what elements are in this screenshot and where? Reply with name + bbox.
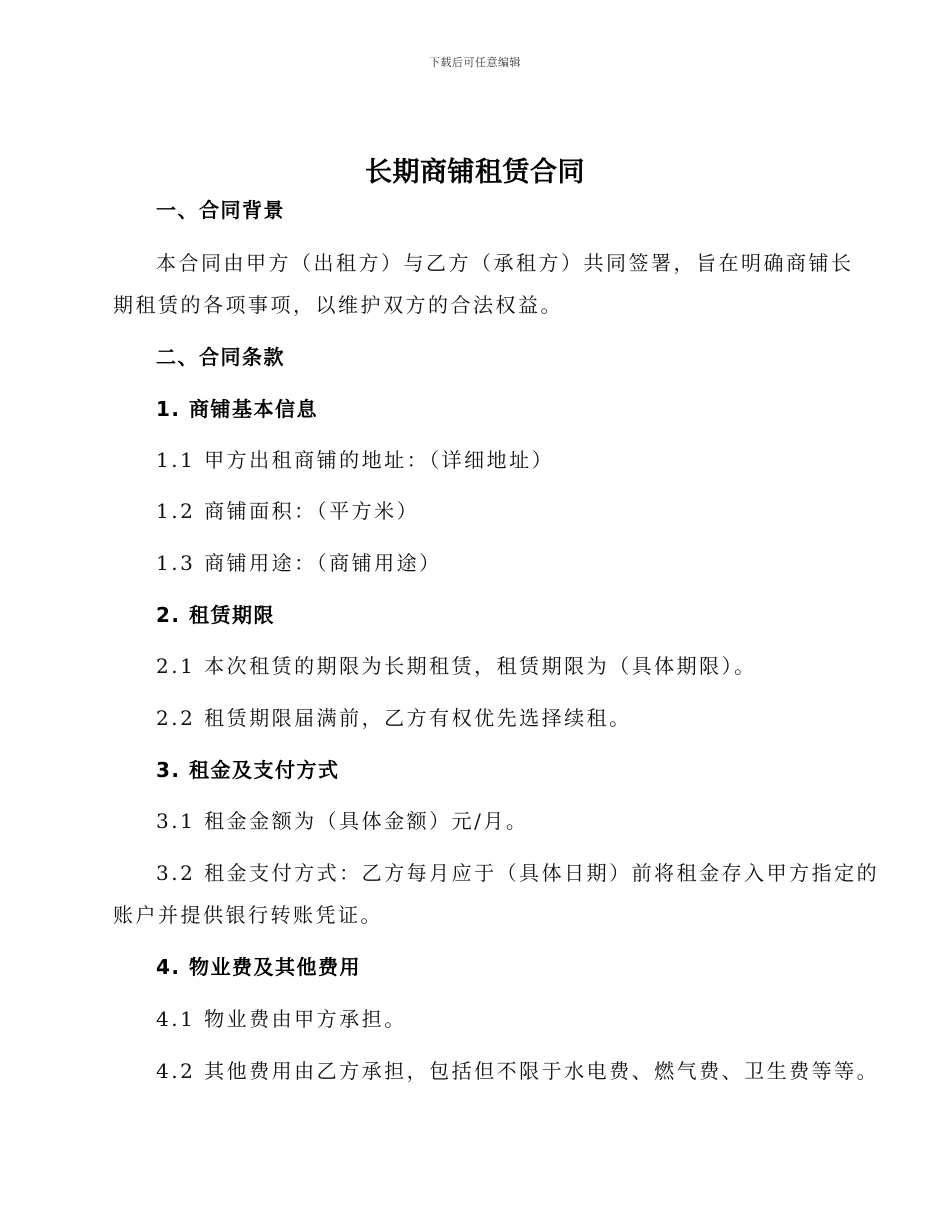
clause-item-1-1: 1.1 甲方出租商铺的地址：（详细地址） bbox=[156, 448, 555, 472]
clause-item-3-2-line-1: 3.2 租金支付方式：乙方每月应于（具体日期）前将租金存入甲方指定的 bbox=[156, 861, 880, 885]
clause-item-1-3: 1.3 商铺用途：（商铺用途） bbox=[156, 551, 442, 575]
page-header-note: 下载后可任意编辑 bbox=[429, 56, 521, 69]
clause-item-3-1: 3.1 租金金额为（具体金额）元/月。 bbox=[156, 809, 529, 833]
section-heading-background: 一、合同背景 bbox=[156, 198, 285, 222]
clause-heading-lease-term: 2. 租赁期限 bbox=[156, 603, 275, 627]
background-paragraph-line-2: 期租赁的各项事项，以维护双方的合法权益。 bbox=[113, 293, 563, 317]
section-heading-terms: 二、合同条款 bbox=[156, 345, 285, 369]
document-title: 长期商铺租赁合同 bbox=[365, 157, 585, 188]
clause-heading-shop-info: 1. 商铺基本信息 bbox=[156, 397, 318, 421]
clause-item-3-2-line-2: 账户并提供银行转账凭证。 bbox=[113, 903, 383, 927]
background-paragraph-line-1: 本合同由甲方（出租方）与乙方（承租方）共同签署，旨在明确商铺长 bbox=[156, 251, 854, 275]
clause-item-4-1: 4.1 物业费由甲方承担。 bbox=[156, 1007, 407, 1031]
clause-item-4-2: 4.2 其他费用由乙方承担，包括但不限于水电费、燃气费、卫生费等等。 bbox=[156, 1059, 880, 1083]
clause-item-2-1: 2.1 本次租赁的期限为长期租赁，租赁期限为（具体期限）。 bbox=[156, 654, 757, 678]
clause-heading-rent-payment: 3. 租金及支付方式 bbox=[156, 758, 340, 782]
clause-item-1-2: 1.2 商铺面积：（平方米） bbox=[156, 499, 420, 523]
clause-heading-fees: 4. 物业费及其他费用 bbox=[156, 955, 361, 979]
clause-item-2-2: 2.2 租赁期限届满前，乙方有权优先选择续租。 bbox=[156, 706, 632, 730]
